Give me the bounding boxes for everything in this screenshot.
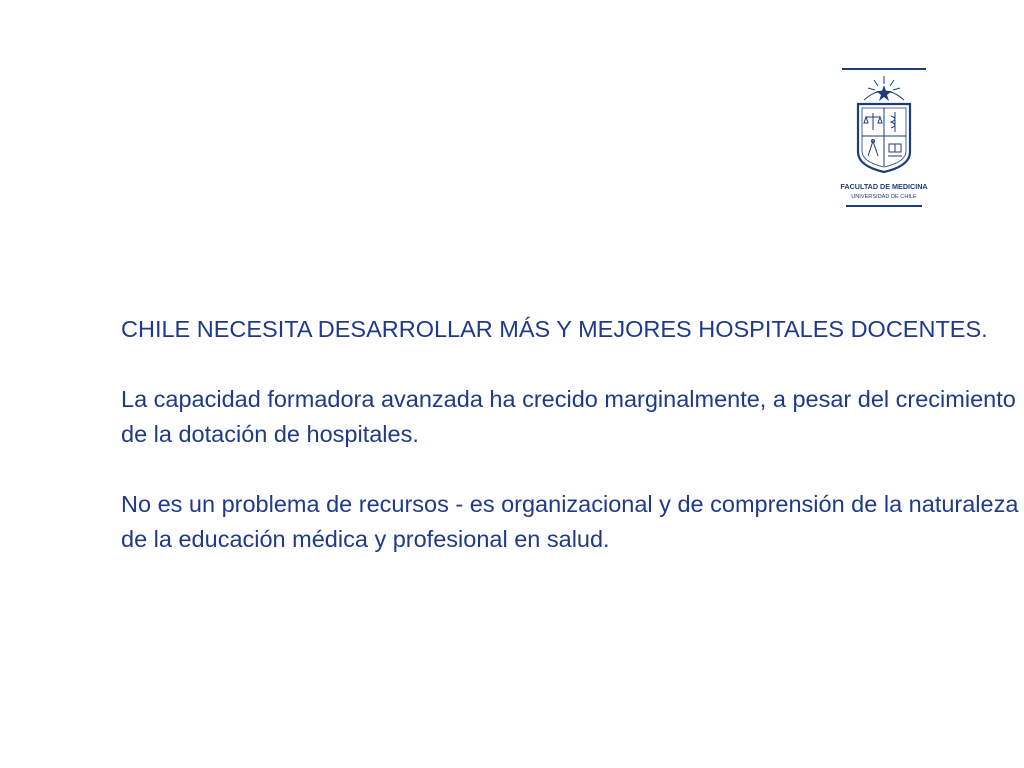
svg-text:FACULTAD DE MEDICINA: FACULTAD DE MEDICINA (840, 182, 928, 191)
svg-text:UNIVERSIDAD DE CHILE: UNIVERSIDAD DE CHILE (851, 194, 917, 200)
faculty-logo (838, 66, 930, 210)
faculty-crest-icon (838, 66, 930, 210)
paragraph-resources: No es un problema de recursos - es organizacional y de comprensión de la naturaleza de la educación médica y profesional en salud. (121, 491, 1019, 552)
paragraph-heading: CHILE NECESITA DESARROLLAR MÁS Y MEJORES HOSPITALES DOCENTES. (121, 316, 988, 342)
body-text (121, 312, 1021, 557)
paragraph-capacity: La capacidad formadora avanzada ha crecido marginalmente, a pesar del crecimiento de la dotación de hospitales. (121, 386, 1016, 447)
